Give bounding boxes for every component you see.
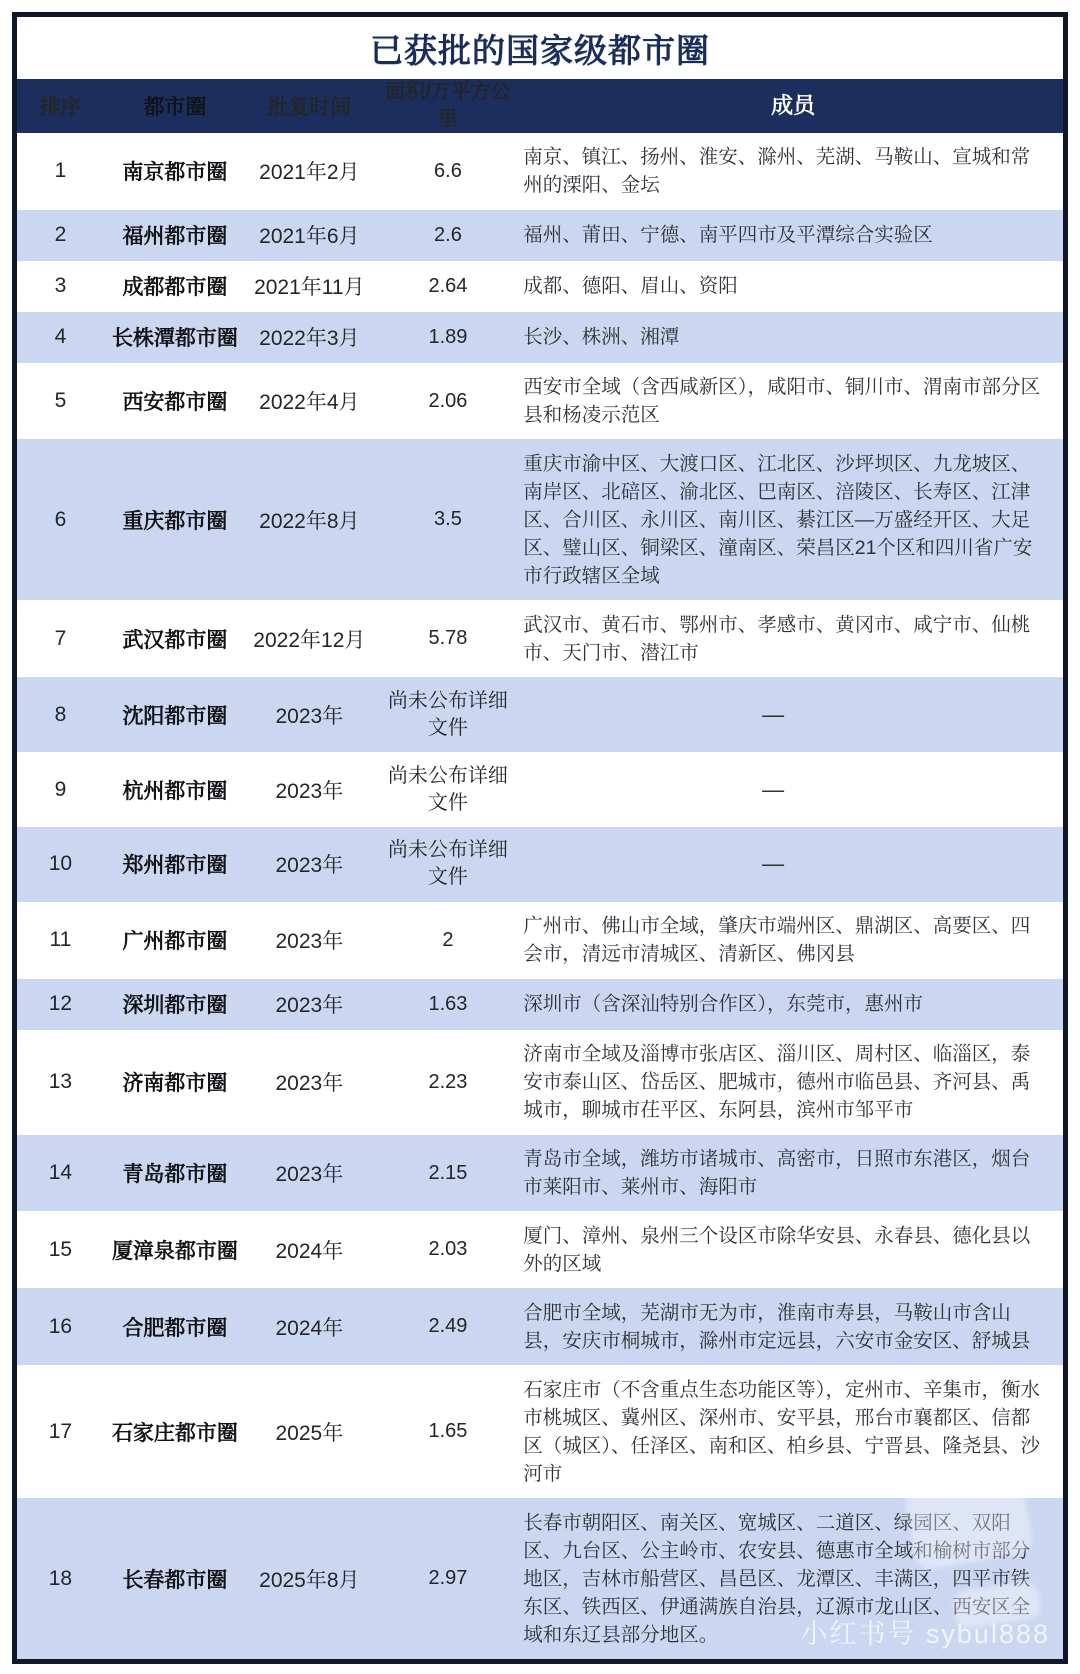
area-cell: 2.97 — [428, 1567, 468, 1590]
approval-date-cell: 2024年 — [275, 1316, 344, 1340]
table-row — [17, 261, 1063, 312]
area-cell: 1.63 — [428, 992, 468, 1015]
metro-name-cell: 重庆都市圈 — [122, 509, 228, 533]
table-row — [17, 312, 1063, 363]
members-cell: — — [762, 701, 785, 727]
header-area: 面积/万平方公里 — [385, 81, 511, 130]
rank-cell: 7 — [54, 626, 67, 650]
table-row — [17, 1498, 1063, 1659]
table-row — [17, 1211, 1063, 1288]
members-cell: 长沙、株洲、湘潭 — [523, 326, 680, 349]
table-row — [17, 979, 1063, 1030]
members-cell: 西安市全域（含西咸新区），咸阳市、铜川市、渭南市部分区县和杨凌示范区 — [523, 376, 1040, 426]
table-row — [17, 752, 1063, 827]
members-cell: 武汉市、黄石市、鄂州市、孝感市、黄冈市、咸宁市、仙桃市、天门市、潜江市 — [523, 613, 1031, 664]
rank-cell: 10 — [48, 852, 73, 876]
members-cell: 长春市朝阳区、南关区、宽城区、二道区、绿园区、双阳区、九台区、公主岭市、农安县、德惠市全域和榆树市部分地区，吉林市船营区、昌邑区、龙潭区、丰满区，四平市铁东区、铁西区、伊通满族自治县，辽源市龙山区、西安区全域和东辽县部分地区。 — [523, 1511, 1031, 1646]
table-row — [17, 1030, 1063, 1135]
header-metro: 都市圈 — [143, 96, 207, 119]
rank-cell: 8 — [54, 702, 67, 726]
metro-name-cell: 青岛都市圈 — [122, 1163, 228, 1187]
members-cell: 福州、莆田、宁德、南平四市及平潭综合实验区 — [523, 224, 933, 247]
table-row — [17, 1365, 1063, 1498]
approval-date-cell: 2021年6月 — [259, 225, 360, 249]
members-cell: 合肥市全域，芜湖市无为市，淮南市寿县，马鞍山市含山县，安庆市桐城市，滁州市定远县，六安市金安区、舒城县 — [523, 1301, 1031, 1352]
rank-cell: 5 — [54, 389, 67, 412]
title-bar — [17, 17, 1063, 79]
area-cell: 尚未公布详细文件 — [387, 689, 508, 739]
metro-name-cell: 西安都市圈 — [122, 391, 228, 414]
approval-date-cell: 2023年 — [275, 930, 344, 954]
approval-date-cell: 2023年 — [275, 994, 344, 1018]
table-card — [12, 12, 1068, 1664]
table-row — [17, 902, 1063, 979]
rank-cell: 14 — [48, 1161, 73, 1185]
rank-cell: 17 — [48, 1419, 73, 1443]
metro-name-cell: 合肥都市圈 — [122, 1316, 228, 1340]
area-cell: 尚未公布详细文件 — [387, 764, 508, 814]
approval-date-cell: 2022年4月 — [259, 391, 360, 414]
table-row — [17, 827, 1063, 902]
approval-date-cell: 2021年2月 — [259, 161, 360, 185]
members-cell: 厦门、漳州、泉州三个设区市除华安县、永春县、德化县以外的区域 — [523, 1224, 1031, 1275]
rank-cell: 2 — [54, 223, 67, 247]
metro-name-cell: 深圳都市圈 — [122, 994, 228, 1018]
metro-name-cell: 长春都市圈 — [122, 1568, 228, 1592]
metro-name-cell: 沈阳都市圈 — [122, 704, 228, 728]
approval-date-cell: 2022年3月 — [259, 327, 360, 351]
approval-date-cell: 2025年 — [275, 1421, 344, 1445]
metro-name-cell: 武汉都市圈 — [122, 628, 228, 652]
members-cell: 重庆市渝中区、大渡口区、江北区、沙坪坝区、九龙坡区、南岸区、北碚区、渝北区、巴南区、涪陵区、长寿区、江津区、合川区、永川区、南川区、綦江区—万盛经开区、大足区、璧山区、铜梁区、潼南区、荣昌区21个区和四川省广安市行政辖区全域 — [523, 452, 1033, 587]
page-title: 已获批的国家级都市圈 — [370, 31, 710, 69]
members-cell: — — [762, 776, 785, 802]
metro-name-cell: 石家庄都市圈 — [111, 1421, 238, 1445]
approval-date-cell: 2022年8月 — [259, 509, 360, 533]
watermark-text: 小红书号 sybul888 — [800, 1619, 1050, 1649]
members-cell: 济南市全域及淄博市张店区、淄川区、周村区、临淄区，泰安市泰山区、岱岳区、肥城市，德州市临邑县、齐河县、禹城市，聊城市茌平区、东阿县，滨州市邹平市 — [523, 1043, 1031, 1122]
rank-cell: 4 — [54, 325, 67, 349]
header-date: 批复时间 — [267, 96, 352, 119]
rank-cell: 6 — [54, 507, 67, 531]
area-cell: 尚未公布详细文件 — [387, 839, 508, 889]
approval-date-cell: 2025年8月 — [259, 1568, 360, 1592]
area-cell: 6.6 — [434, 159, 462, 182]
rank-cell: 12 — [48, 992, 73, 1016]
table-row — [17, 210, 1063, 261]
approval-date-cell: 2024年 — [275, 1239, 344, 1263]
members-cell: 青岛市全域，潍坊市诸城市、高密市，日照市东港区，烟台市莱阳市、莱州市、海阳市 — [523, 1148, 1031, 1199]
rank-cell: 11 — [49, 928, 72, 952]
header-rank: 排序 — [39, 96, 82, 119]
area-cell: 2.6 — [434, 223, 462, 246]
area-cell: 2 — [442, 928, 454, 951]
approval-date-cell: 2023年 — [275, 1072, 344, 1096]
header-members: 成员 — [771, 93, 816, 118]
table-row — [17, 363, 1063, 440]
metro-name-cell: 长株潭都市圈 — [111, 327, 238, 351]
area-cell: 1.89 — [428, 325, 468, 348]
area-cell: 1.65 — [428, 1420, 468, 1443]
area-cell: 2.15 — [428, 1161, 468, 1184]
area-cell: 3.5 — [434, 508, 462, 531]
rank-cell: 13 — [48, 1070, 73, 1094]
table-header-row — [17, 79, 1063, 133]
approval-date-cell: 2023年 — [275, 704, 344, 728]
metro-name-cell: 广州都市圈 — [122, 930, 228, 954]
members-cell: 石家庄市（不含重点生态功能区等），定州市、辛集市，衡水市桃城区、冀州区、深州市、安平县，邢台市襄都区、信都区（城区）、任泽区、南和区、柏乡县、宁晋县、隆尧县、沙河市 — [523, 1378, 1040, 1485]
area-cell: 2.03 — [428, 1238, 468, 1261]
table-row — [17, 1288, 1063, 1365]
members-cell: 广州市、佛山市全域，肇庆市端州区、鼎湖区、高要区、四会市，清远市清城区、清新区、佛冈县 — [523, 915, 1031, 966]
table-row — [17, 133, 1063, 210]
approval-date-cell: 2022年12月 — [253, 628, 366, 652]
rank-cell: 15 — [48, 1237, 73, 1261]
table-row — [17, 600, 1063, 677]
metro-name-cell: 成都都市圈 — [122, 276, 228, 300]
rank-cell: 9 — [54, 777, 67, 801]
members-cell: 深圳市（含深汕特别合作区），东莞市，惠州市 — [523, 993, 923, 1016]
metro-name-cell: 福州都市圈 — [122, 225, 228, 249]
area-cell: 2.06 — [428, 389, 468, 412]
metro-name-cell: 南京都市圈 — [122, 161, 228, 185]
area-cell: 5.78 — [428, 627, 468, 650]
rank-cell: 18 — [48, 1566, 73, 1590]
table-row — [17, 677, 1063, 752]
members-cell: — — [762, 851, 785, 877]
rank-cell: 1 — [54, 159, 67, 183]
approval-date-cell: 2021年11月 — [254, 276, 365, 300]
members-cell: 成都、德阳、眉山、资阳 — [523, 275, 738, 298]
metro-name-cell: 郑州都市圈 — [122, 854, 228, 878]
area-cell: 2.23 — [428, 1070, 468, 1093]
approval-date-cell: 2023年 — [275, 854, 344, 878]
rank-cell: 3 — [54, 274, 67, 298]
table-body — [17, 133, 1063, 1659]
table-row — [17, 1135, 1063, 1212]
table-row — [17, 439, 1063, 600]
approval-date-cell: 2023年 — [275, 1163, 344, 1187]
metro-name-cell: 厦漳泉都市圈 — [111, 1239, 238, 1263]
rank-cell: 16 — [48, 1314, 73, 1338]
area-cell: 2.49 — [428, 1315, 468, 1338]
approval-date-cell: 2023年 — [275, 779, 344, 803]
area-cell: 2.64 — [428, 274, 468, 297]
metro-name-cell: 杭州都市圈 — [122, 779, 228, 803]
members-cell: 南京、镇江、扬州、淮安、滁州、芜湖、马鞍山、宣城和常州的溧阳、金坛 — [523, 146, 1031, 197]
metro-name-cell: 济南都市圈 — [122, 1072, 228, 1096]
